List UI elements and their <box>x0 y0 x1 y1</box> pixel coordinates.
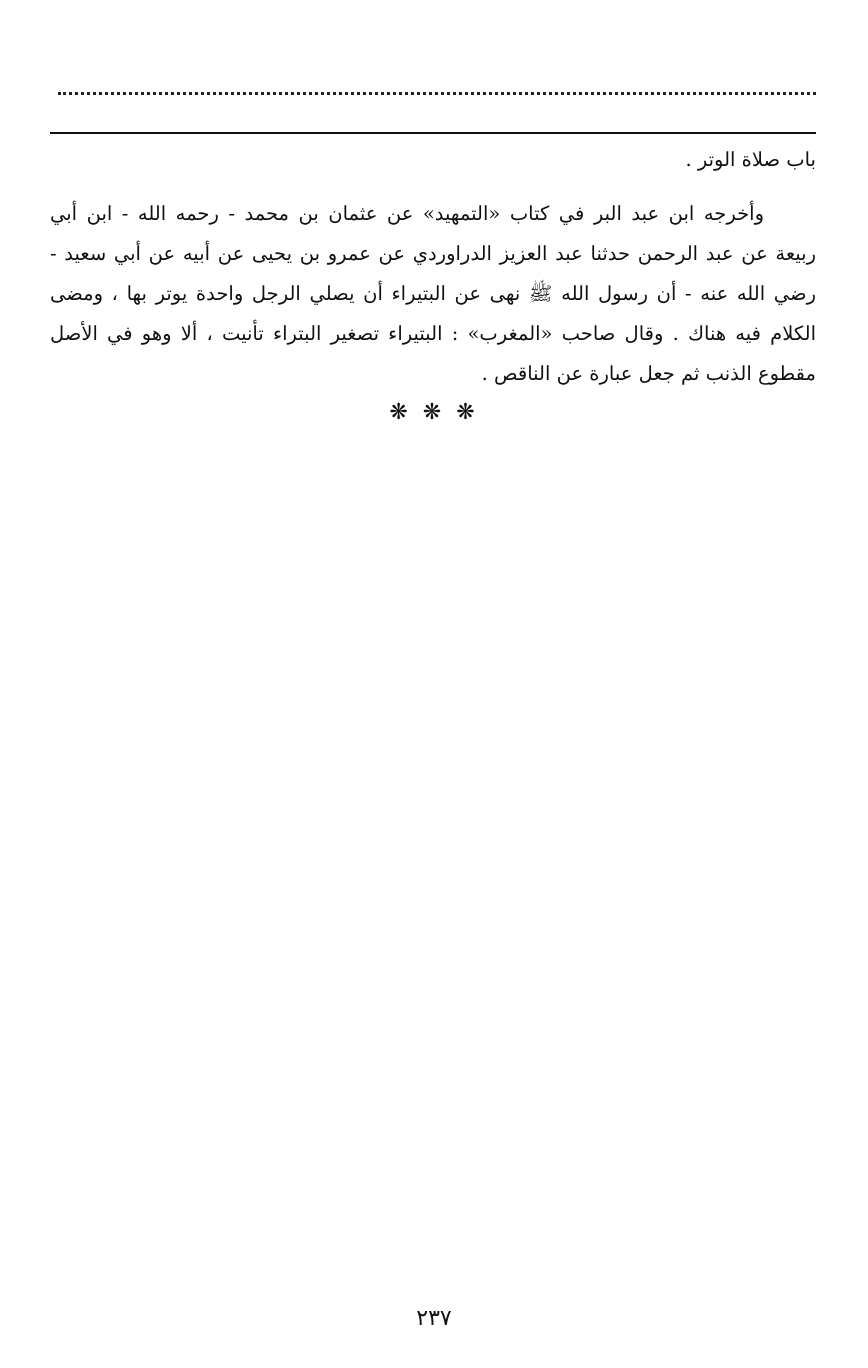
text-line-6: مقطوع الذنب ثم جعل عبارة عن الناقص . <box>481 362 816 385</box>
header-solid-rule <box>50 132 816 134</box>
body-text <box>50 140 816 394</box>
text-line-4: رضي الله عنه - أن رسول الله ﷺ نهى عن البتيراء أن يصلي الرجل واحدة يوتر بها ، ومضى <box>50 282 816 305</box>
section-separator-asterisks: ❋ ❋ ❋ <box>389 400 479 425</box>
text-line-1: باب صلاة الوتر . <box>685 148 816 171</box>
header-dotted-rule <box>58 92 816 95</box>
text-line-2: وأخرجه ابن عبد البر في كتاب «التمهيد» عن عثمان بن محمد - رحمه الله - ابن أبي <box>50 202 764 225</box>
page-number: ٢٣٧ <box>416 1306 452 1331</box>
text-line-3: ربيعة عن عبد الرحمن حدثنا عبد العزيز الدراوردي عن عمرو بن يحيى عن أبيه عن أبي سعيد - <box>50 242 816 265</box>
text-line-5: الكلام فيه هناك . وقال صاحب «المغرب» : البتيراء تصغير البتراء تأنيت ، ألا وهو في الأصل <box>50 322 816 345</box>
